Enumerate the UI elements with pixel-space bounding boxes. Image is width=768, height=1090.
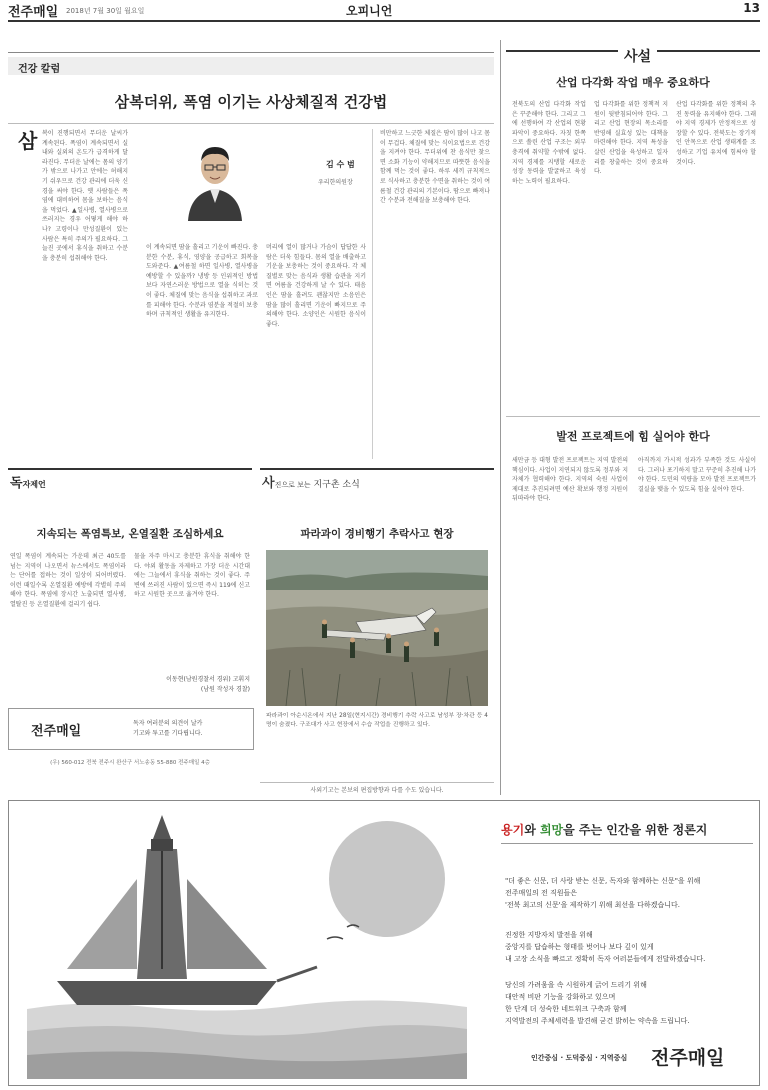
photo-label-rest: 지구촌 소식 (313, 480, 360, 490)
divider (372, 129, 373, 459)
column-category: 건강 칼럼 (18, 64, 61, 75)
photo-news-title: 파라과이 경비행기 추락사고 현장 (300, 528, 454, 540)
divider (260, 468, 494, 470)
letter-footer-box (8, 708, 254, 750)
photo-news-section (260, 468, 494, 794)
ad-paragraph-1 (505, 875, 753, 911)
letter-byline-1: 이동현(남원경찰서 경위) 고휘지 (166, 676, 250, 683)
ad-p1-line3: '전북 최고의 신문'을 제작하기 위해 최선을 다하겠습니다. (505, 901, 680, 909)
page-number: 13 (743, 1, 760, 15)
divider (8, 123, 494, 124)
ad-p2-line3: 내 고장 소식을 빠르고 정확히 독자 여러분들에게 전달하겠습니다. (505, 955, 706, 963)
photo-news-label (262, 472, 360, 491)
author-name: 김 수 범 (326, 160, 355, 169)
letter-footer-address: (우) 560-012 전북 전주시 완산구 서노송동 55-880 전주매일 4층 (50, 760, 210, 766)
divider (8, 468, 252, 470)
divider (506, 416, 760, 417)
ad-illustration (27, 809, 467, 1079)
letter-footer-brand: 전주매일 (31, 724, 82, 739)
ad-p3-line2: 대안적 비판 기능을 강화하고 있으며 (505, 993, 616, 1001)
letter-text-left: 연일 폭염이 계속되는 가운데 최근 40도를 넘는 지역이 나오면서 뉴스에서도 폭염이라는 단어를 접하는 것이 일상이 되어버렸다. 이런 때일수록 온열질환 예방에 각별히 주의해야 한다. 폭염에 장시간 노출되면 열사병, 열탈진 등 온열질환에 걸리기 쉽다. (10, 553, 126, 608)
ad-headline-rest: 을 주는 인간을 위한 정론지 (563, 823, 708, 837)
ad-paragraph-2 (505, 929, 753, 965)
photo-footer-note: 사외기고는 본보의 편집방향과 다를 수도 있습니다. (260, 782, 494, 794)
editorial-text-1a: 전북도의 산업 다각화 작업은 꾸준해야 한다. 그리고 그에 선행하여 각 산업의 현황 파악이 중요하다. 자칫 한쪽으로 쏠린 산업 구조는 외부 충격에 취약할 수밖에 없다. 지역 경제를 지탱할 새로운 성장 동력을 발굴하고 육성하는 노력이 필요하다. (512, 101, 586, 185)
letter-label-rest: 자제언 (22, 480, 46, 489)
editorial-headline-2: 발전 프로젝트에 힘 실어야 한다 (556, 430, 710, 443)
letter-footer-note-2: 기고와 투고를 기다립니다. (133, 730, 203, 737)
editorial-text-2a: 새만금 등 대형 발전 프로젝트는 지역 발전의 핵심이다. 사업이 지연되지 않도록 정부와 지자체가 협력해야 한다. 지역의 숙원 사업이 제대로 추진되려면 예산 확보와 행정 지원이 뒤따라야 한다. (512, 457, 628, 503)
column-title: 삼복더위, 폭염 이기는 사상체질적 건강법 (114, 93, 388, 111)
drop-cap: 삼 (18, 129, 38, 153)
ad-p2-line1: 진정한 지방자치 발전을 위해 (505, 931, 593, 939)
ad-p1-line1: "더 좋은 신문, 더 사랑 받는 신문, 독자와 함께하는 신문"을 위해 (505, 877, 701, 885)
ad-p3-line3: 한 단계 더 성숙한 네트워크 구축과 함께 (505, 1005, 627, 1013)
masthead-brand: 전주매일 (8, 5, 59, 20)
divider (500, 40, 501, 795)
letter-text-right: 물을 자주 마시고 충분한 휴식을 취해야 한다. 야외 활동을 자제하고 가장 더운 시간대에는 그늘에서 휴식을 취하는 것이 좋다. 주변에 쓰러진 사람이 있으면 즉시 119에 신고하고 시원한 곳으로 옮겨야 한다. (134, 553, 250, 599)
letter-title: 지속되는 폭염특보, 온열질환 조심하세요 (36, 528, 224, 540)
ad-headline-courage: 용기 (501, 823, 525, 837)
crash-site-photo (266, 550, 488, 706)
section-name: 오피니언 (346, 4, 393, 18)
ad-headline-hope: 희망 (539, 823, 564, 837)
editorial-label: 사설 (618, 46, 657, 66)
column-text-col1: 복이 진행되면서 무더운 날씨가 계속된다. 폭염이 계속되면서 실내와 실외의 온도가 급격하게 달라진다. 무더운 날에는 몸의 양기가 밖으로 나가고 안에는 허해지기 쉬우므로 건강 관리에 더욱 신경을 써야 한다. 옛 사람들은 폭염에 대비하여 몸을 보하는 음식을 먹었다. ▲일사병, 열사병으로 쓰러지는 경우 어떻게 해야 하나? 고령이나 만성질환이 있는 사람은 특히 주의가 필요하다. 그늘진 곳에서 휴식을 취하고 수분을 충분히 섭취해야 한다. (42, 130, 128, 262)
page-header (8, 0, 760, 22)
ad-p3-line4: 지역발전의 주체세력을 발견해 굳건 밝히는 약속을 드립니다. (505, 1017, 690, 1025)
ad-headline-and: 와 (524, 823, 540, 837)
column-category-band (8, 57, 494, 75)
column-text-col4: 비만하고 느긋한 체질은 땀이 많이 나고 몸이 무겁다. 체질에 맞는 식이요법으로 건강을 지켜야 한다. 무더위에 찬 음식만 찾으면 소화 기능이 약해지므로 따뜻한 음식을 함께 먹는 것이 좋다. 하루 세끼 규칙적으로 식사하고 충분한 수면을 취하는 것이 여름철 건강 관리의 기본이다. 땀으로 빠져나간 수분과 전해질을 보충해야 한다. (380, 130, 490, 205)
house-ad (8, 800, 760, 1086)
ad-content (501, 809, 753, 1079)
ad-p2-line2: 중앙지를 답습하는 형태를 벗어나 보다 깊이 있게 (505, 943, 654, 951)
author-photo (180, 131, 250, 221)
editorial-text-1b: 업 다각화를 위한 정책적 지원이 뒷받침되어야 한다. 그리고 산업 현장의 목소리를 반영해 실효성 있는 대책을 마련해야 한다. 지역 특성을 살린 산업을 육성하고 일자리를 창출하는 것이 중요하다. (594, 101, 668, 176)
ad-headline (501, 821, 753, 838)
divider (501, 843, 753, 844)
ad-p3-line1: 당신의 가려움을 속 시원하게 긁어 드리기 위해 (505, 981, 647, 989)
column-text-col3: 머리에 열이 많거나 가슴이 답답한 사람은 더욱 힘들다. 몸의 열을 배출하고 기운을 보충하는 것이 중요하다. 각 체질별로 맞는 음식과 생활 습관을 지키면 여름을 건강하게 날 수 있다. 태음인은 땀을 흘려도 괜찮지만 소음인은 땀을 많이 흘리면 기운이 빠지므로 주의해야 한다. 소양인은 시원한 음식이 좋다. (266, 244, 366, 328)
letter-label (10, 472, 46, 491)
ad-paragraph-3 (505, 979, 753, 1027)
letter-label-bold: 독 (10, 476, 23, 491)
letter-footer-note-1: 독자 여러분의 의견이 날카 (133, 720, 203, 727)
column-text-col2: 이 계속되면 땀을 흘리고 기운이 빠진다. 충분한 수분, 휴식, 영양을 공급하고 회복을 도와준다. ▲여름철 하면 일사병, 열사병을 예방할 수 있을까? 냉방 등 인위적인 방법보다 자연스러운 방법으로 열을 식히는 것이 좋다. 체질에 맞는 음식을 섭취하고 과로를 피해야 한다. 수분과 염분을 적절히 보충하며 규칙적인 생활을 유지한다. (146, 244, 258, 319)
ad-brand: 전주매일 (651, 1047, 725, 1069)
health-column (8, 52, 494, 465)
editorial-text-1c: 산업 다각화를 위한 정책의 추진 동력을 유지해야 한다. 그래야 지역 경제가 안정적으로 성장할 수 있다. 전북도는 장기적인 안목으로 산업 생태계를 조성하고 기업 유치에 힘써야 할 것이다. (676, 101, 756, 166)
reader-letter-section (8, 468, 252, 794)
author-role: 우리한의원장 (318, 179, 353, 186)
editorial-headline-1: 산업 다각화 작업 매우 중요하다 (556, 76, 710, 89)
photo-label-small: 진으로 보는 (274, 481, 311, 489)
editorial-text-2b: 아직까지 가시적 성과가 부족한 것도 사실이다. 그러나 포기하지 말고 꾸준히 추진해 나가야 한다. 도민의 역량을 모아 발전 프로젝트가 결실을 맺을 수 있도록 힘을 실어야 한다. (638, 457, 756, 493)
editorial-section (506, 40, 760, 795)
ad-slogan: 인간중심 · 도덕중심 · 지역중심 (531, 1054, 628, 1062)
photo-caption: 파라과이 아순시온에서 지난 28일(현지시간) 경비행기 추락 사고로 남성부 장·차관 등 4명이 숨졌다. 구조대가 사고 현장에서 수습 작업을 진행하고 있다. (266, 713, 488, 728)
issue-date: 2018년 7월 30일 월요일 (66, 7, 145, 15)
photo-label-big: 사 (262, 476, 275, 491)
ad-p1-line2: 전주매일의 전 직원들은 (505, 889, 578, 897)
letter-byline-2: (남원 작성자 경찰) (200, 686, 250, 693)
